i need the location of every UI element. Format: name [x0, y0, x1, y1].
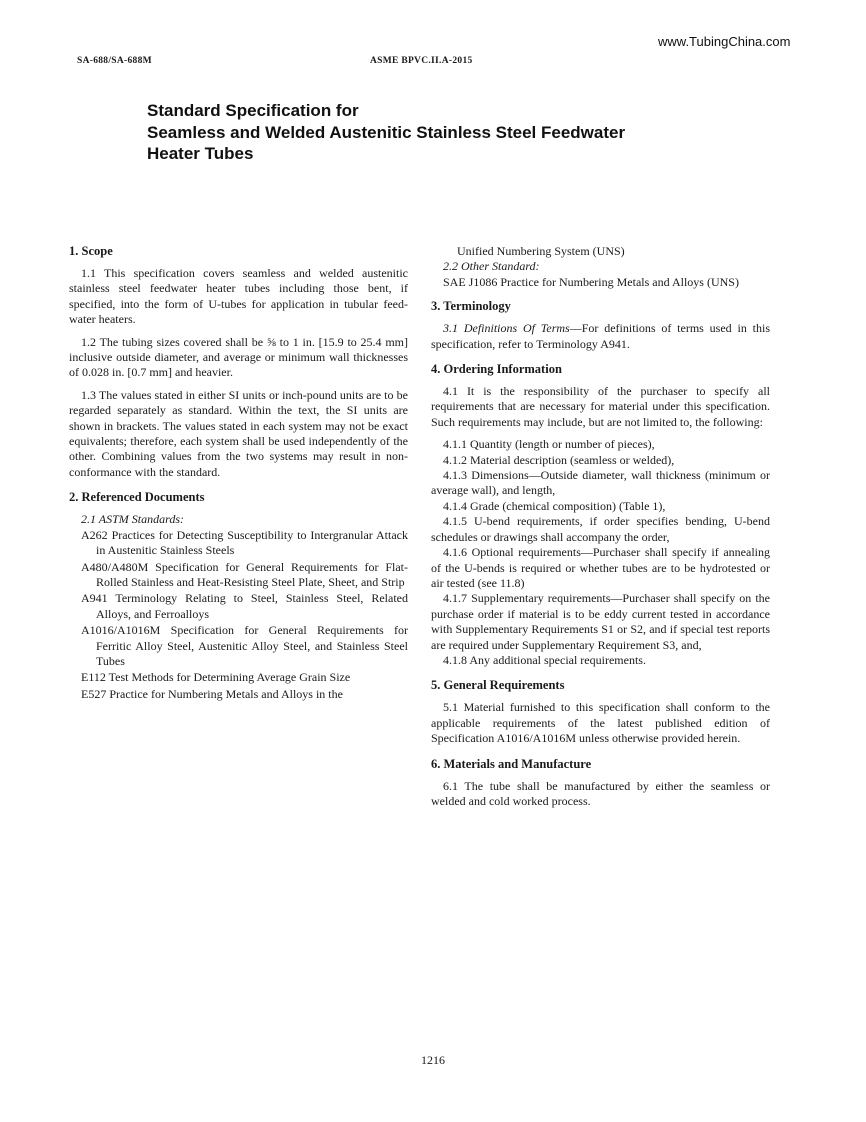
paragraph-1-3: 1.3 The values stated in either SI units or inch-pound units are to be regarded separately as standard. Within the text, the SI units are shown in brackets. The values stated in each system may not be exact equivalents; therefore, each system shall be used independently of the other. Combining values from the two systems may result in non-conformance with the standard.	[69, 387, 408, 479]
section-heading-materials-manufacture: 6. Materials and Manufacture	[431, 756, 592, 771]
page-number: 1216	[421, 1053, 445, 1067]
section-heading-terminology: 3. Terminology	[431, 299, 511, 314]
ordering-item-4-1-7: 4.1.7 Supplementary requirements—Purchaser shall specify on the purchase order if material is to be eddy current tested in accordance with Supplementary Requirements S1 or S2, and if special test reports are required under Supplementary Requirement S3, and,	[431, 591, 770, 652]
watermark: www.TubingChina.com	[658, 34, 791, 49]
definitions-text: —For definitions of terms used in this specification, refer to Terminology A941.	[431, 321, 770, 351]
ordering-item-4-1-6: 4.1.6 Optional requirements—Purchaser shall specify if annealing of the U-bends is required or whether tubes are to be hydrotested or air tested (see 11.8)	[431, 545, 770, 590]
paragraph-3-1	[431, 321, 770, 352]
document-title	[147, 100, 625, 165]
left-column	[69, 244, 408, 703]
paragraph-4-1: 4.1 It is the responsibility of the purchaser to specify all requirements that are necessary for material under this specification. Such requirements may include, but are not limited to, the following:	[431, 384, 770, 429]
other-standard-label: 2.2 Other Standard:	[443, 259, 540, 274]
reference-a480: A480/A480M Specification for General Requirements for Flat-Rolled Stainless and Heat-Resisting Steel Plate, Sheet, and Strip	[81, 559, 408, 589]
right-column	[431, 244, 770, 816]
title-line-3: Heater Tubes	[147, 144, 254, 163]
reference-e527-continued: Unified Numbering System (UNS)	[457, 244, 625, 258]
reference-a1016: A1016/A1016M Specification for General Requirements for Ferritic Alloy Steel, Austenitic Alloy Steel, and Stainless Steel Tubes	[81, 623, 408, 668]
title-line-2: Seamless and Welded Austenitic Stainless Steel Feedwater	[147, 122, 626, 142]
running-head-designation: SA-688/SA-688M	[77, 56, 152, 66]
astm-standards-label: 2.1 ASTM Standards:	[81, 512, 185, 527]
paragraph-5-1: 5.1 Material furnished to this specification shall conform to the applicable requirements of the latest published edition of Specification A1016/A1016M unless otherwise provided herein.	[431, 700, 770, 746]
section-heading-ordering-information: 4. Ordering Information	[431, 362, 562, 377]
ordering-item-4-1-3: 4.1.3 Dimensions—Outside diameter, wall thickness (minimum or average wall), and length,	[431, 468, 770, 498]
section-heading-referenced-documents: 2. Referenced Documents	[69, 490, 205, 505]
ordering-item-4-1-5: 4.1.5 U-bend requirements, if order specifies bending, U-bend schedules or drawings shall accompany the order,	[431, 514, 770, 544]
ordering-item-4-1-8: 4.1.8 Any additional special requirements.	[443, 652, 646, 667]
reference-a941: A941 Terminology Relating to Steel, Stainless Steel, Related Alloys, and Ferroalloys	[81, 591, 408, 621]
reference-e527: E527 Practice for Numbering Metals and Alloys in the	[81, 686, 343, 701]
title-line-1: Standard Specification for	[147, 101, 359, 120]
section-heading-scope: 1. Scope	[69, 244, 113, 258]
definitions-term: 3.1 Definitions Of Terms	[443, 321, 570, 336]
paragraph-1-2: 1.2 The tubing sizes covered shall be ⅝ to 1 in. [15.9 to 25.4 mm] inclusive outside diameter, and average or minimum wall thicknesses of 0.028 in. [0.7 mm] and heavier.	[69, 334, 408, 380]
ordering-item-4-1-4: 4.1.4 Grade (chemical composition) (Table 1),	[443, 498, 666, 513]
paragraph-1-1: 1.1 This specification covers seamless and welded austenitic stainless steel feedwater heater tubes including those bent, if specified, into the form of U-tubes for application in tubular feed-water heaters.	[69, 266, 408, 327]
section-heading-general-requirements: 5. General Requirements	[431, 678, 565, 693]
ordering-item-4-1-2: 4.1.2 Material description (seamless or welded),	[443, 452, 675, 467]
ordering-item-4-1-1: 4.1.1 Quantity (length or number of pieces),	[443, 437, 655, 452]
reference-a262: A262 Practices for Detecting Susceptibility to Intergranular Attack in Austenitic Stainless Steels	[81, 527, 408, 558]
reference-sae-j1086: SAE J1086 Practice for Numbering Metals and Alloys (UNS)	[443, 274, 739, 289]
running-head-code: ASME BPVC.II.A-2015	[370, 56, 473, 66]
paragraph-6-1: 6.1 The tube shall be manufactured by either the seamless or welded and cold worked process.	[431, 778, 770, 808]
reference-e112: E112 Test Methods for Determining Average Grain Size	[81, 670, 351, 685]
